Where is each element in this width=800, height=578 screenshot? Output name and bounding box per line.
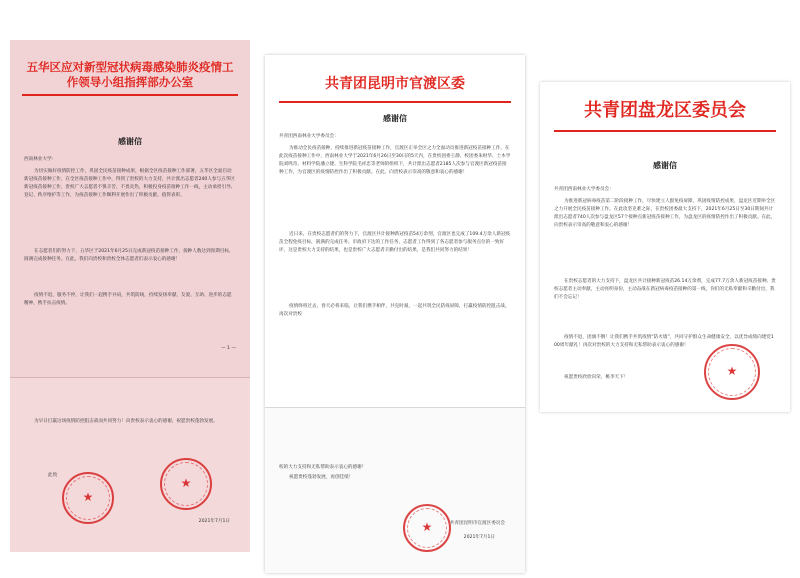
- letter-paragraph: 近日来，在贵校志愿者们的努力下，官渡区共计接种新冠疫苗54万余剂，官渡区也完成了109.4万余人新冠疫苗全程免疫目标，圆满的完成任务。市政府下达的工作任务，志愿者工作得到了各志愿者参与服务点位的一致好评，这是贵校大力支持的结果，也是贵校广大志愿者辛勤付出的结果，是我们共同努力的结果！: [279, 232, 511, 253]
- letter-closing: 祝愿贵校欣欣向荣，桃李天下！: [564, 375, 629, 380]
- letter-date: 2021年7月1日: [463, 535, 495, 540]
- official-seal-icon: ★: [160, 458, 212, 510]
- thank-you-letter-wuhua: [10, 40, 250, 552]
- letter-paragraph: 在志愿者们的努力下，五华区于2021年6月25日完成新冠疫苗接种工作，接种人数达到预期目标，圆满完成接种任务。在此，我们向贵校和贵校全体志愿者们表示衷心的感谢！: [24, 249, 234, 262]
- letter-date: 2021年7月1日: [198, 519, 230, 524]
- letter-salutation: 共青团西南林业大学委员会：: [554, 187, 614, 192]
- letter-paragraph: 为推动全民疫苗接种，持续推进新冠疫苗接种工作，官渡区正举全区之力全面动员推进新冠疫苗接种工作，在此次疫苗接种工作中，西南林业大学于2021年6月26日至30日的5天内，在贵校团委王静、校团委朱财华、土木学院刘鸣奇、材料学院潘立捷、生科学院毛祥忠等老师的组织下，共计派出志愿者2185人次参与官渡区新冠疫苗接种工作，为官渡区的疫情防控作出了积极贡献。在此，向贵校表示崇高的敬意和衷心的感谢！: [279, 146, 511, 175]
- letter-paragraph: 祝愿贵校蓬勃发展，再创佳绩！: [289, 475, 354, 480]
- letter-salutation: 西南林业大学：: [24, 157, 57, 162]
- letter-closing: 此致: [48, 473, 58, 478]
- letter-paragraph: 疫情不退，团旗不倒！让我们携手共筑疫情“防火墙”，共同守护群众生命健康安全，以优异成绩向建党100周年献礼！再次对贵校的大力支持和无私帮助表示衷心的感谢！: [554, 335, 774, 348]
- thank-you-letter-guandu: [265, 55, 525, 573]
- letter-paragraph: 为早日打赢这场疫情防控阻击战而共同努力！向贵校表示衷心的感谢，祝愿贵校蓬勃发展。: [34, 419, 218, 424]
- page-number: — 1 —: [220, 346, 236, 351]
- letter-header: 共青团盘龙区委员会: [584, 100, 746, 121]
- header-rule: [22, 94, 238, 96]
- letter-paragraph: 在贵校志愿者的大力支持下，盘龙区共计接种新冠疫苗26.14万余剂，完成77.7万余人新冠疫苗接种。贵校志愿者主动奉献，主动亮明身份，主动奋战在新冠病毒疫苗接种的第一线，你们的无私奉献和辛勤付出，我们不会忘记！: [554, 279, 776, 300]
- official-seal-icon: ★: [704, 344, 760, 400]
- letter-page-two: [265, 407, 525, 573]
- letter-paragraph: 校的大力支持和无私帮助表示衷心的感谢！: [279, 465, 367, 470]
- letter-header: 五华区应对新型冠状病毒感染肺炎疫情工作领导小组指挥部办公室: [26, 60, 234, 89]
- letter-paragraph: 为切实做好疫情防控工作，巩固全民疫苗接种成果，根据全区疫苗接种工作部署，五华区全面启动新冠疫苗接种工作，在全区疫苗接种工作中，得到了贵校的大力支持，共计派出志愿者240人参与五华区新冠疫苗接种工作，贵校广大志愿者不惧辛苦、不畏炎热，积极投身疫苗接种工作一线，主动承担引导、登记、秩序维护等工作，为疫苗接种工作顺利开展作出了积极贡献，值得表彰。: [24, 169, 236, 198]
- letter-title: 感谢信: [653, 161, 677, 170]
- thank-you-letter-panlong: [540, 82, 790, 412]
- header-rule: [279, 101, 511, 103]
- official-seal-icon: ★: [62, 472, 114, 524]
- official-seal-icon: ★: [403, 504, 451, 552]
- letter-header: 共青团昆明市官渡区委: [325, 76, 465, 92]
- letter-title: 感谢信: [118, 137, 142, 146]
- letter-salutation: 共青团西南林业大学委员会：: [279, 134, 339, 139]
- letter-title: 感谢信: [383, 114, 407, 123]
- letter-paragraph: 疫情不退，服务不停，让我们一起携手并肩，共筑防线，持续发扬奉献、友爱、互助、进步的志愿精神，携手抗击疫情。: [24, 293, 232, 306]
- header-rule: [554, 130, 776, 132]
- letter-paragraph: 疫情终将过去，春天必将来临，让我们携手相伴，共克时艰，一起共筑全民防疫屏障，打赢疫情防控阻击战。再次对贵校: [279, 304, 510, 317]
- letter-page-two: [10, 377, 250, 552]
- letter-signature: 共青团昆明市官渡区委员会: [449, 521, 505, 526]
- letter-paragraph: 为推进新冠病毒疫苗第二阶段接种工作，尽快建立人群免疫屏障，巩固疫情防控成果，盘龙区近期举全区之力开展全民疫苗接种工作。在此攻坚克难之际，在贵校团委最大支持下，2021年6月25日至30日期间共计派出志愿者740人次参与盘龙区57个接种点新冠疫苗接种工作，为盘龙区的疫情防控作出了积极贡献。在此，向贵校表示崇高的敬意和衷心的感谢！: [554, 199, 776, 228]
